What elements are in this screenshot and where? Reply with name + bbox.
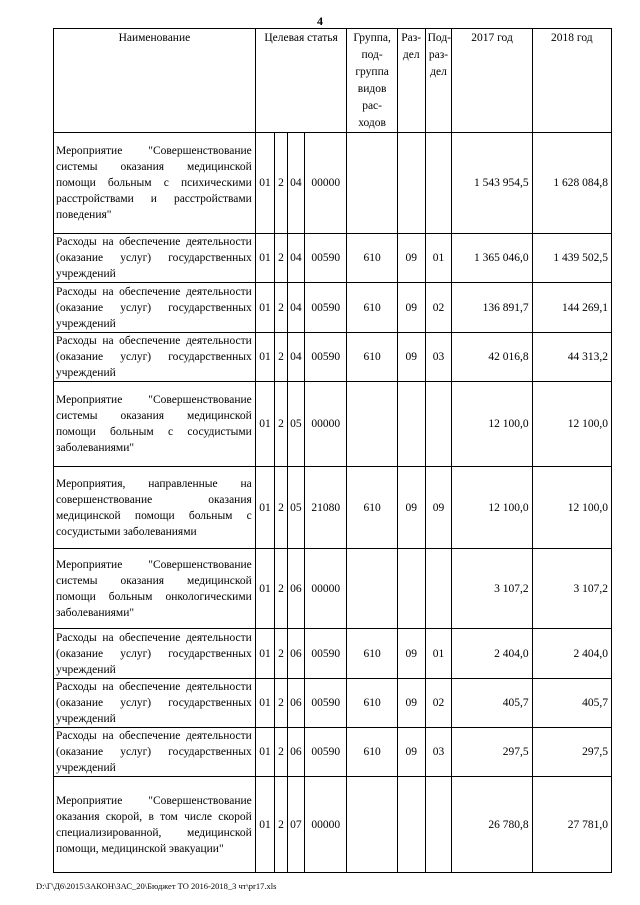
amount-2018: 405,7 <box>532 679 611 728</box>
target-code-1: 01 <box>255 679 275 728</box>
section-code: 09 <box>397 234 425 283</box>
budget-table <box>53 28 612 873</box>
amount-2018: 27 781,0 <box>532 777 611 873</box>
target-code-2: 2 <box>275 133 287 234</box>
subsection-code: 03 <box>425 728 452 777</box>
amount-2017: 1 543 954,5 <box>452 133 532 234</box>
subsection-code <box>425 777 452 873</box>
row-name: Мероприятие "Совершенствование системы оказания медицинской помощи больным с сосудистыми заболеваниями" <box>54 382 256 467</box>
section-code: 09 <box>397 283 425 333</box>
header-name: Наименование <box>54 29 256 133</box>
amount-2017: 297,5 <box>452 728 532 777</box>
target-code-1: 01 <box>255 467 275 549</box>
target-code-3: 04 <box>287 234 305 283</box>
amount-2018: 44 313,2 <box>532 333 611 382</box>
amount-2018: 2 404,0 <box>532 629 611 679</box>
amount-2018: 12 100,0 <box>532 382 611 467</box>
table-row <box>54 679 612 728</box>
table-row <box>54 234 612 283</box>
table-row <box>54 629 612 679</box>
amount-2018: 1 628 084,8 <box>532 133 611 234</box>
target-code-3: 06 <box>287 549 305 629</box>
target-code-4: 00590 <box>305 728 347 777</box>
row-name: Расходы на обеспечение деятельности (оказание услуг) государственных учреждений <box>54 333 256 382</box>
section-code <box>397 777 425 873</box>
target-code-3: 06 <box>287 629 305 679</box>
target-code-4: 00000 <box>305 133 347 234</box>
target-code-3: 06 <box>287 679 305 728</box>
target-code-3: 06 <box>287 728 305 777</box>
amount-2018: 144 269,1 <box>532 283 611 333</box>
amount-2018: 12 100,0 <box>532 467 611 549</box>
target-code-2: 2 <box>275 283 287 333</box>
target-code-1: 01 <box>255 234 275 283</box>
expense-group: 610 <box>347 728 397 777</box>
subsection-code: 01 <box>425 234 452 283</box>
amount-2017: 405,7 <box>452 679 532 728</box>
header-subsection: Под-раз-дел <box>425 29 452 133</box>
target-code-2: 2 <box>275 679 287 728</box>
expense-group <box>347 549 397 629</box>
expense-group <box>347 133 397 234</box>
section-code: 09 <box>397 333 425 382</box>
subsection-code: 02 <box>425 679 452 728</box>
header-2018: 2018 год <box>532 29 611 133</box>
row-name: Мероприятие "Совершенствование оказания скорой, в том числе скорой специализированной, медицинской помощи, медицинской эвакуации" <box>54 777 256 873</box>
target-code-4: 00000 <box>305 382 347 467</box>
target-code-3: 04 <box>287 283 305 333</box>
table-header-row <box>54 29 612 133</box>
target-code-4: 00000 <box>305 549 347 629</box>
target-code-4: 00590 <box>305 234 347 283</box>
section-code: 09 <box>397 679 425 728</box>
amount-2018: 297,5 <box>532 728 611 777</box>
table-row <box>54 777 612 873</box>
subsection-code <box>425 382 452 467</box>
section-code <box>397 382 425 467</box>
section-code <box>397 549 425 629</box>
page-number: 4 <box>317 14 323 28</box>
row-name: Расходы на обеспечение деятельности (оказание услуг) государственных учреждений <box>54 728 256 777</box>
table-row <box>54 728 612 777</box>
subsection-code: 01 <box>425 629 452 679</box>
target-code-2: 2 <box>275 728 287 777</box>
target-code-2: 2 <box>275 382 287 467</box>
subsection-code <box>425 133 452 234</box>
row-name: Мероприятие "Совершенствование системы оказания медицинской помощи больным онкологическими заболеваниями" <box>54 549 256 629</box>
target-code-4: 00590 <box>305 333 347 382</box>
table-row <box>54 133 612 234</box>
table-row <box>54 283 612 333</box>
target-code-1: 01 <box>255 728 275 777</box>
target-code-1: 01 <box>255 629 275 679</box>
target-code-1: 01 <box>255 133 275 234</box>
target-code-2: 2 <box>275 467 287 549</box>
target-code-4: 00590 <box>305 283 347 333</box>
target-code-1: 01 <box>255 549 275 629</box>
row-name: Расходы на обеспечение деятельности (оказание услуг) государственных учреждений <box>54 283 256 333</box>
subsection-code <box>425 549 452 629</box>
subsection-code: 03 <box>425 333 452 382</box>
target-code-2: 2 <box>275 777 287 873</box>
subsection-code: 02 <box>425 283 452 333</box>
target-code-2: 2 <box>275 234 287 283</box>
section-code <box>397 133 425 234</box>
expense-group: 610 <box>347 283 397 333</box>
expense-group: 610 <box>347 234 397 283</box>
expense-group <box>347 382 397 467</box>
expense-group: 610 <box>347 467 397 549</box>
target-code-3: 07 <box>287 777 305 873</box>
section-code: 09 <box>397 728 425 777</box>
expense-group: 610 <box>347 679 397 728</box>
amount-2017: 136 891,7 <box>452 283 532 333</box>
table-row <box>54 382 612 467</box>
header-group: Группа, под-группа видов рас-ходов <box>347 29 397 133</box>
row-name: Расходы на обеспечение деятельности (оказание услуг) государственных учреждений <box>54 629 256 679</box>
target-code-4: 00590 <box>305 629 347 679</box>
amount-2017: 1 365 046,0 <box>452 234 532 283</box>
target-code-3: 04 <box>287 133 305 234</box>
target-code-2: 2 <box>275 333 287 382</box>
amount-2018: 1 439 502,5 <box>532 234 611 283</box>
amount-2017: 42 016,8 <box>452 333 532 382</box>
amount-2018: 3 107,2 <box>532 549 611 629</box>
header-2017: 2017 год <box>452 29 532 133</box>
expense-group: 610 <box>347 333 397 382</box>
header-target: Целевая статья <box>255 29 347 133</box>
target-code-3: 05 <box>287 467 305 549</box>
expense-group <box>347 777 397 873</box>
target-code-1: 01 <box>255 283 275 333</box>
amount-2017: 26 780,8 <box>452 777 532 873</box>
target-code-4: 21080 <box>305 467 347 549</box>
target-code-2: 2 <box>275 549 287 629</box>
row-name: Мероприятие "Совершенствование системы оказания медицинской помощи больным с психическими расстройствами и расстройствами поведения" <box>54 133 256 234</box>
amount-2017: 3 107,2 <box>452 549 532 629</box>
target-code-4: 00590 <box>305 679 347 728</box>
subsection-code: 09 <box>425 467 452 549</box>
table-row <box>54 467 612 549</box>
target-code-3: 05 <box>287 382 305 467</box>
target-code-4: 00000 <box>305 777 347 873</box>
row-name: Мероприятия, направленные на совершенствование оказания медицинской помощи больным с сосудистыми заболеваниями <box>54 467 256 549</box>
target-code-3: 04 <box>287 333 305 382</box>
table-row <box>54 333 612 382</box>
amount-2017: 12 100,0 <box>452 382 532 467</box>
amount-2017: 2 404,0 <box>452 629 532 679</box>
section-code: 09 <box>397 467 425 549</box>
target-code-1: 01 <box>255 333 275 382</box>
target-code-1: 01 <box>255 382 275 467</box>
row-name: Расходы на обеспечение деятельности (оказание услуг) государственных учреждений <box>54 679 256 728</box>
table-row <box>54 549 612 629</box>
expense-group: 610 <box>347 629 397 679</box>
target-code-1: 01 <box>255 777 275 873</box>
section-code: 09 <box>397 629 425 679</box>
footer-file-path: D:\Г\Д6\2015\ЗАКОН\ЗАС_20\Бюджет ТО 2016-2018_3 чт\pr17.xls <box>36 881 277 891</box>
row-name: Расходы на обеспечение деятельности (оказание услуг) государственных учреждений <box>54 234 256 283</box>
target-code-2: 2 <box>275 629 287 679</box>
header-section: Раз-дел <box>397 29 425 133</box>
amount-2017: 12 100,0 <box>452 467 532 549</box>
